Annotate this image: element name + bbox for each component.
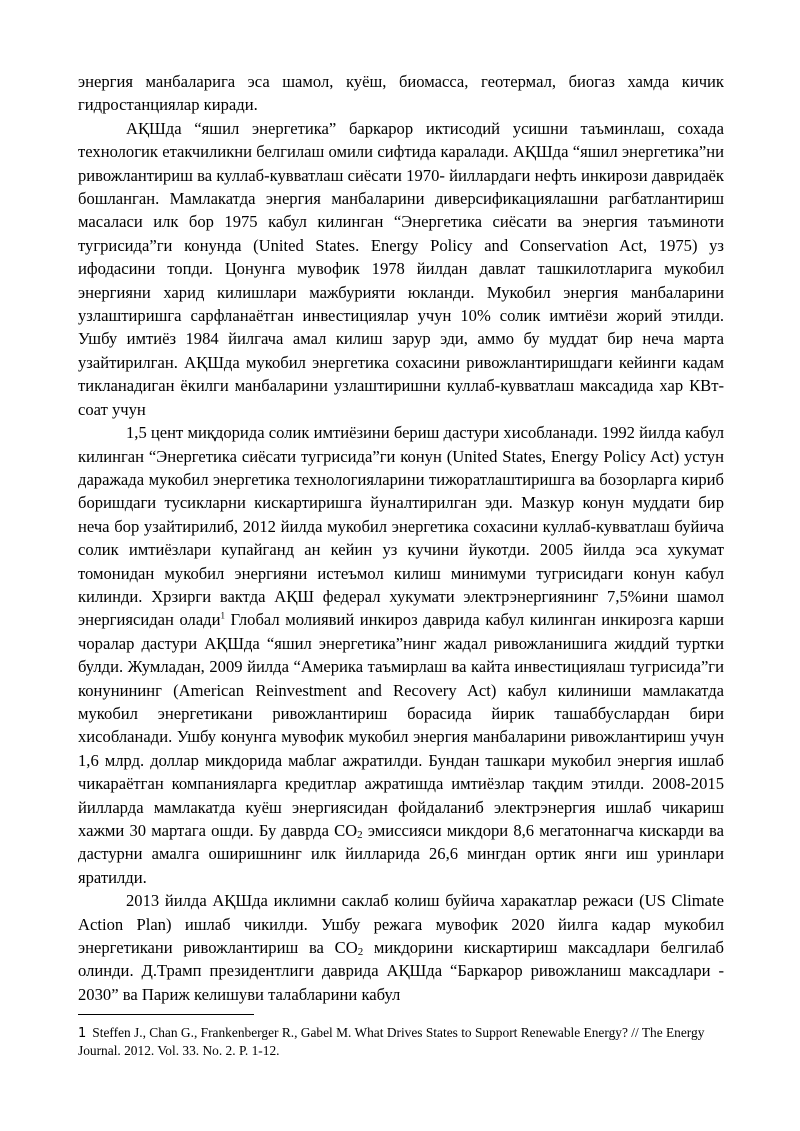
footnote-separator <box>78 1014 254 1015</box>
paragraph-4-continuation: микдорини кискартириш максадлари белгилаб олинди. Д.Трамп президентлиги даврида АҚШда “Баркарор ривожланиш максадлари - 2030” ва Париж келишуви талабларини кабул <box>78 938 724 1004</box>
co2-subscript: 2 <box>357 829 363 841</box>
co2-subscript-2: 2 <box>357 946 364 959</box>
footnote-reference[interactable]: 1 <box>220 610 226 621</box>
paragraph-4 <box>78 889 724 1006</box>
footnote-text: Steffen J., Chan G., Frankenberger R., Gabel M. What Drives States to Support Renewable Energy? // The Energy Journal. 2012. Vol. 33. No. 2. P. 1-12. <box>78 1025 705 1058</box>
paragraph-3-continuation: Глобал молиявий инкироз даврида кабул килинган инкирозга карши чоралар дастури АҚШда “яшил энергетика”нинг жадал ривожланишига жиддий туртки булди. Жумладан, 2009 йилда “Америка таъмирлаш ва кайта инвестициялаш тугрисида”ги конунининг (American Reinvestment and Recovery Act) кабул килиниши мамлакатда мукобил энергетикани ривожлантириш борасида йирик ташаббуслардан бири хисобланади. Ушбу конунга мувофик мукобил энергия манбаларини ривожлантириш учун 1,6 млрд. доллар микдорида маблаг ажратилди. Бундан ташкари мукобил энергия ишлаб чикараётган компанияларга кредитлар ажратишда имтиёзлар тақдим этилди. 2008-2015 йилларда мамлакатда куёш энергиясидан фойдаланиб электрэнергия ишлаб чикариш хажми 30 мартага ошди. Бу даврда CO <box>78 610 724 840</box>
paragraph-2-text: АҚШда “яшил энергетика” баркарор иктисодий усишни таъминлаш, сохада технологик етакчиликни белгилаш омили сифтида каралади. АҚШда “яшил энергетика”ни ривожлантириш ва куллаб-кувватлаш сиёсати 1970- йиллардаги нефть инкирози давридаёк бошланган. Мамлакатда энергия манбаларини диверсификациялашни рагбатлантириш масаласи илк бор 1975 кабул килинган “Энергетика сиёсати ва энергия таъминоти тугрисида”ги конунда (United States. Energy Policy and Conservation Act, 1975) уз ифодасини топди. Цонунга мувофик 1978 йилдан давлат ташкилотларига мукобил энергияни харид килишлари мажбурияти юкланди. Мукобил энергия манбаларини узлаштиришга сарфланаётган инвестициялар учун 10% солик имтиёзи жорий этилди. Ушбу имтиёз 1984 йилгача амал килиш зарур эди, аммо бу муддат бир неча марта узайтирилган. АҚШда мукобил энергетика сохасини ривожлантиришдаги кейинги кадам тикланадиган ёкилги манбаларини узлаштиришни куллаб-кувватлаш максадида хар КВт-соат учун <box>78 118 724 419</box>
paragraph-1 <box>78 70 724 117</box>
paragraph-4-text: 2013 йилда АҚШда иклимни саклаб колиш буйича харакатлар режаси (US Climate Action Plan) ишлаб чикилди. Ушбу режага мувофик 2020 йилга кадар мукобил энергетикани ривожлантириш ва CO <box>78 891 724 958</box>
paragraph-3-text: 1,5 цент миқдорида солик имтиёзини бериш дастури хисобланади. 1992 йилда кабул килинган “Энергетика сиёсати тугрисида”ги конун (United States, Energy Policy Act) устун даражада мукобил энергетика технологияларини тижоратлаштиришга ва бозорларга кириб боришдаги тусикларни кискартиришга йуналтирилган эди. Мазкур конун муддати бир неча бор узайтирилиб, 2012 йилда мукобил энергетика сохасини куллаб-кувватлаш буйича солик имтиёзлари купайганд ан кейин уз кучини йукотди. 2005 йилда эса хукумат томонидан мукобил энергияни истеъмол килиш минимуми тугрисидаги конун кабул килинди. Хрзирги вактда АҚШ федерал хукумати электрэнергиянинг 7,5%ини шамол энергиясидан олади <box>78 423 724 630</box>
footnote <box>78 1024 724 1059</box>
paragraph-1-text: энергия манбаларига эса шамол, куёш, биомасса, геотермал, биогаз хамда кичик гидростанциялар киради. <box>78 72 724 115</box>
paragraph-2 <box>78 117 724 421</box>
paragraph-3-ending: эмиссияси микдори 8,6 мегатоннагча кискарди ва дастурни амалга оширишнинг илк йилларида 26,6 мингдан ортик янги иш уринлари яратилди. <box>78 821 724 887</box>
body-text <box>78 70 724 1006</box>
paragraph-3 <box>78 421 724 889</box>
footnote-number: 1 <box>78 1026 87 1041</box>
